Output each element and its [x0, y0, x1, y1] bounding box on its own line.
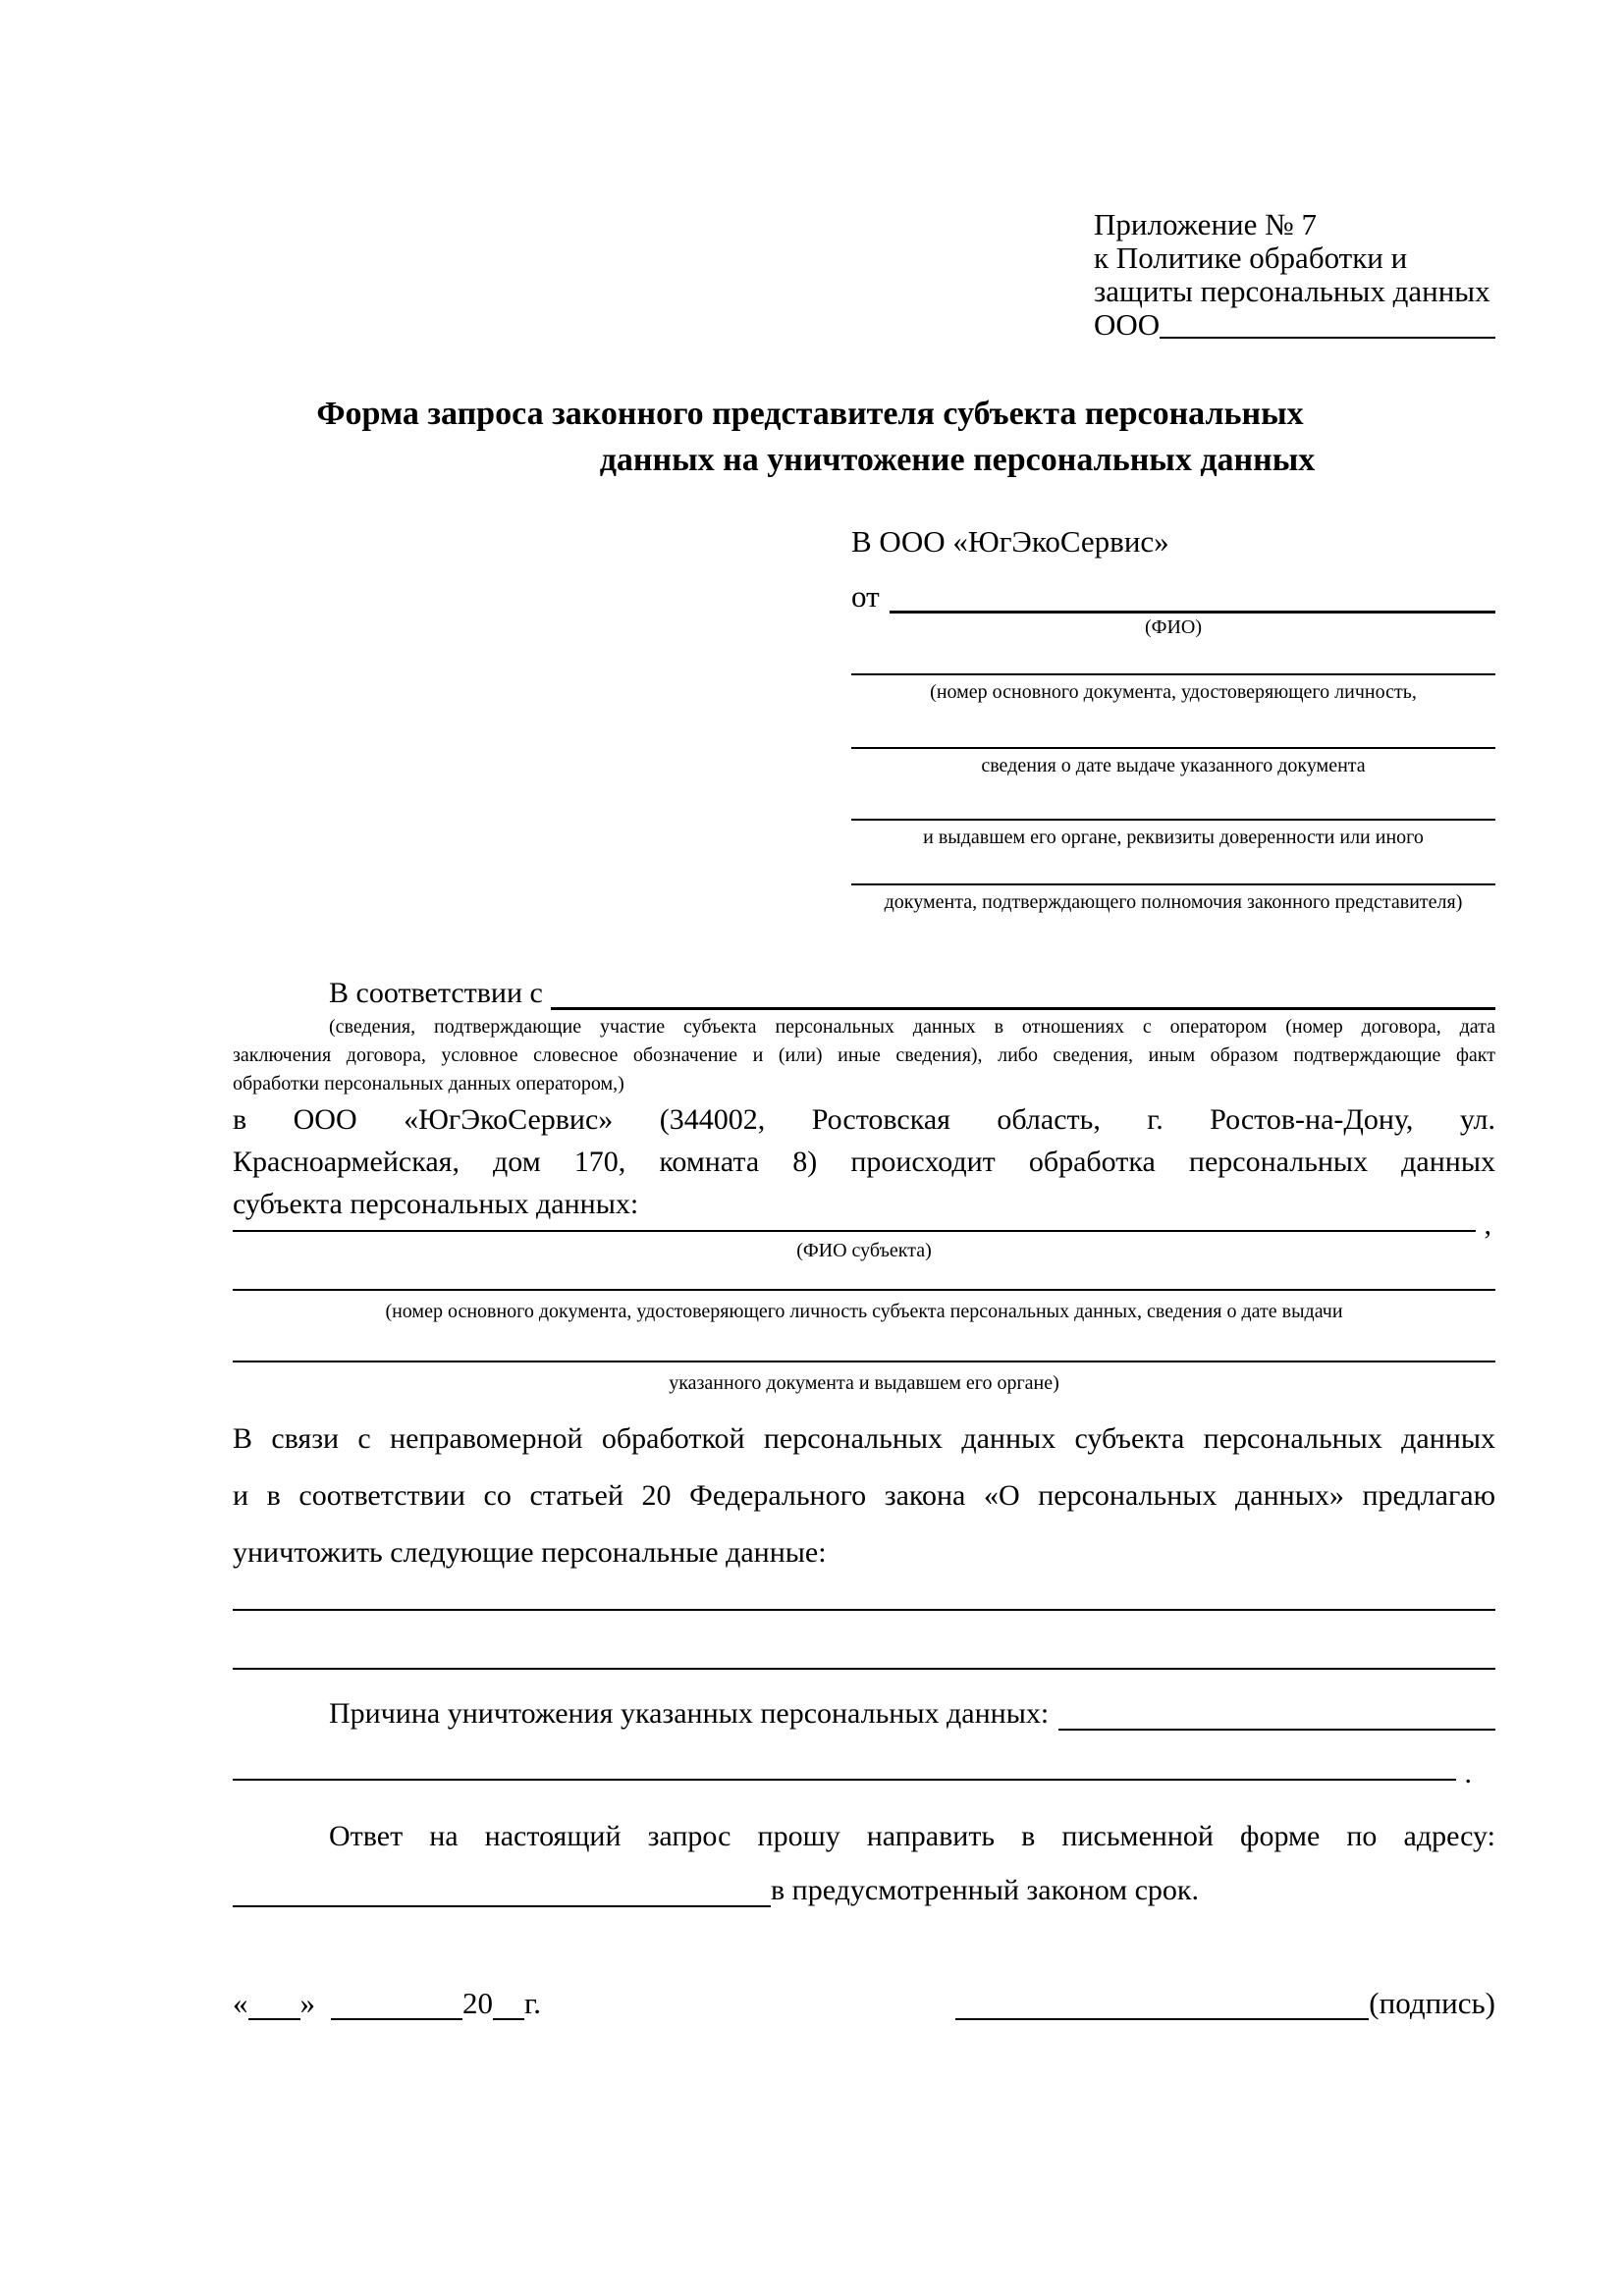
reason-line-period: . [1464, 1757, 1472, 1789]
operator-paragraph-line-3: субъекта персональных данных: [233, 1188, 639, 1220]
reason-row [233, 1693, 1495, 1731]
operator-paragraph-line-2: Красноармейская, дом 170, комната 8) происходит обработка персональных данных [233, 1146, 1495, 1178]
annex-line-3: защиты персональных данных [1094, 274, 1490, 308]
year-suffix: г. [524, 1986, 541, 2020]
accordance-caption-line-3: обработки персональных данных оператором,) [233, 1073, 624, 1095]
reason-continuation-blank-line [233, 1757, 1472, 1789]
annex-org-row [1094, 308, 1495, 342]
representative-doc-caption-3: и выдавшем его органе, реквизиты доверенности или иного [923, 827, 1424, 848]
signature-caption: (подпись) [1369, 1986, 1495, 2020]
representative-doc-caption-2: сведения о дате выдаче указанного документа [981, 755, 1366, 776]
accordance-blank-line [551, 978, 1495, 1010]
month-blank-line [331, 1989, 462, 2020]
from-row [851, 577, 1495, 614]
representative-doc-caption-1: (номер основного документа, удостоверяющего личность, [930, 681, 1417, 703]
unlawful-paragraph-line-3: уничтожить следующие персональные данные: [233, 1536, 827, 1569]
representative-doc-blank-line-1 [851, 639, 1495, 675]
from-blank-line [890, 577, 1495, 614]
deadline-row [233, 1872, 1495, 1907]
subject-fio-blank-line [233, 1208, 1491, 1241]
subject-doc-caption-1: (номер основного документа, удостоверяющего личность субъекта персональных данных, сведения о дате выдачи [385, 1301, 1343, 1322]
unlawful-paragraph-line-1: В связи с неправомерной обработкой персональных данных субъекта персональных данных [233, 1422, 1495, 1455]
accordance-caption-line-1: (сведения, подтверждающие участие субъекта персональных данных в отношениях с оператором (номер договора, дата [329, 1016, 1495, 1038]
subject-doc-caption-2: указанного документа и выдавшем его органе) [669, 1372, 1059, 1394]
annex-org-blank-line [1160, 337, 1495, 339]
representative-doc-blank-line-2 [851, 704, 1495, 749]
unlawful-paragraph-line-2: и в соответствии со статьей 20 Федерального закона «О персональных данных» предлагаю [233, 1479, 1495, 1512]
date-group [233, 1987, 541, 2020]
page-title-line-1: Форма запроса законного представителя субъекта персональных [316, 396, 1304, 432]
signature-group [955, 1987, 1495, 2020]
unlawful-paragraph [233, 1411, 1495, 1581]
document-content [233, 0, 1495, 2020]
operator-paragraph-line-1: в ООО «ЮгЭкоСервис» (344002, Ростовская область, г. Ростов-на-Дону, ул. [233, 1103, 1495, 1136]
year-blank-line [493, 1989, 524, 2020]
reason-label: Причина уничтожения указанных персональных данных: [329, 1697, 1050, 1730]
accordance-caption-line-2: заключения договора, условное словесное обозначение и (или) иные сведения), либо сведения, иным образом подтверждающие факт [233, 1044, 1495, 1066]
annex-line-1: Приложение № 7 [1094, 207, 1317, 241]
deadline-text: в предусмотренный законом срок. [771, 1874, 1199, 1906]
subject-fio-comma: , [1484, 1208, 1491, 1241]
fio-caption: (ФИО) [1144, 616, 1202, 638]
year-prefix: 20 [462, 1986, 493, 2020]
representative-doc-caption-4: документа, подтверждающего полномочия законного представителя) [884, 891, 1463, 913]
page-title [233, 391, 1495, 483]
annex-block [1094, 208, 1495, 342]
subject-fio-caption: (ФИО субъекта) [796, 1240, 932, 1261]
addressee-block [851, 522, 1495, 914]
annex-line-2: к Политике обработки и [1094, 240, 1408, 275]
accordance-label: В соответствии с [329, 977, 543, 1009]
operator-paragraph [233, 1098, 1495, 1225]
date-quote-open: « [233, 1986, 248, 2020]
accordance-row [233, 977, 1495, 1010]
subject-doc-blank-line-1 [233, 1262, 1495, 1291]
annex-org-label: ООО [1094, 307, 1161, 342]
address-blank-line [233, 1876, 771, 1907]
addressee-to-line: В ООО «ЮгЭкоСервис» [851, 524, 1169, 559]
response-paragraph: Ответ на настоящий запрос прошу направить в письменной форме по адресу: [329, 1820, 1495, 1852]
footer-row [233, 1987, 1495, 2020]
from-label: от [851, 579, 880, 614]
data-blank-line-1 [233, 1609, 1495, 1613]
data-blank-line-2 [233, 1668, 1495, 1672]
reason-blank-line [1058, 1699, 1495, 1731]
signature-blank-line [955, 1989, 1369, 2020]
representative-doc-blank-line-3 [851, 786, 1495, 821]
subject-doc-blank-line-2 [233, 1332, 1495, 1362]
day-blank-line [248, 1989, 300, 2020]
date-quote-close: » [299, 1986, 315, 2020]
page-title-line-2: данных на уничтожение персональных данных [599, 442, 1316, 478]
representative-doc-blank-line-4 [851, 856, 1495, 885]
accordance-caption [233, 1013, 1495, 1098]
